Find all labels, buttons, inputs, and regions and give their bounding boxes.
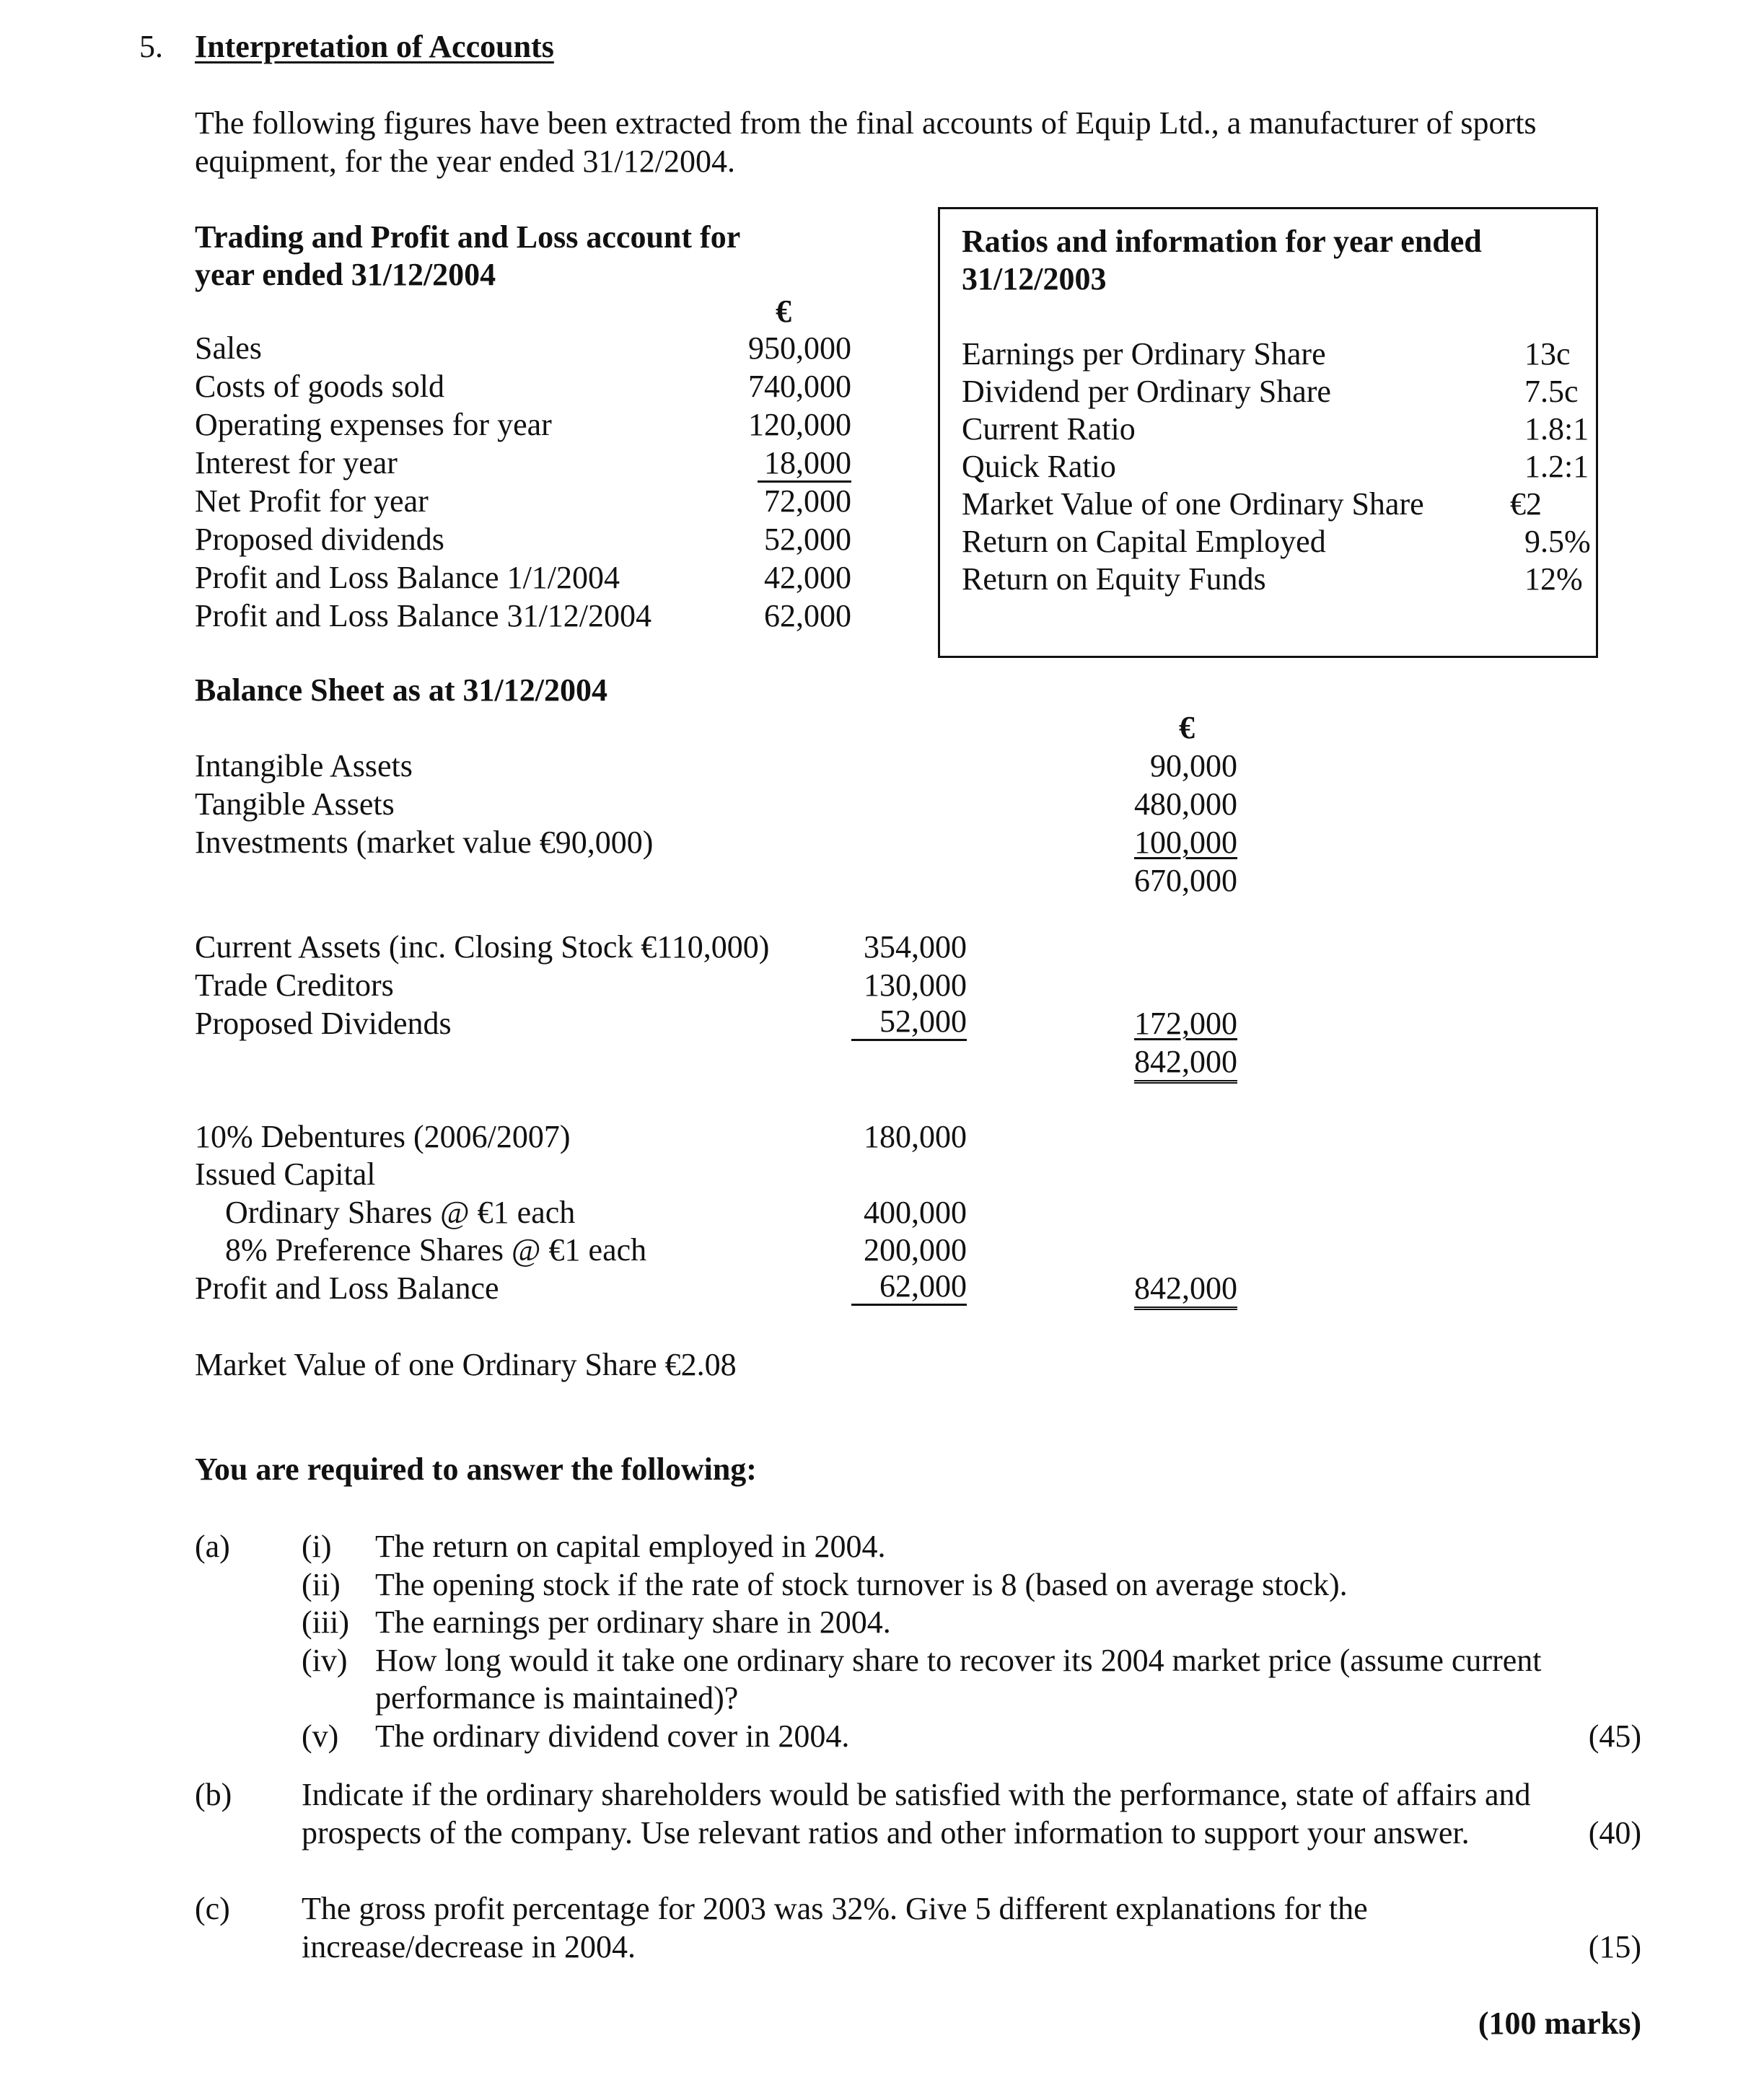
ratio-label: Earnings per Ordinary Share bbox=[962, 336, 1326, 372]
ratio-row bbox=[962, 410, 1589, 448]
row-label: Net Profit for year bbox=[195, 483, 429, 519]
ratio-row bbox=[962, 560, 1583, 598]
bs-amount: 480,000 bbox=[1134, 786, 1237, 822]
row-amount: 72,000 bbox=[764, 483, 851, 519]
table-row bbox=[195, 329, 851, 367]
ratios-2003-box bbox=[938, 207, 1598, 658]
ratio-value: 9.5% bbox=[1524, 524, 1591, 559]
ratios-title-2: 31/12/2003 bbox=[962, 261, 1107, 297]
intro-line-2: equipment, for the year ended 31/12/2004. bbox=[195, 144, 736, 179]
ratio-label: Market Value of one Ordinary Share bbox=[962, 486, 1424, 522]
question-sub-text: The opening stock if the rate of stock turnover is 8 (based on average stock). bbox=[375, 1567, 1348, 1602]
bs-amount: 130,000 bbox=[864, 967, 967, 1003]
bs-amount bbox=[1122, 823, 1237, 861]
question-b-line-2: prospects of the company. Use relevant ratios and other information to support your answer. bbox=[302, 1815, 1470, 1850]
net-total bbox=[1122, 1042, 1237, 1084]
question-b-line-1: Indicate if the ordinary shareholders would be satisfied with the performance, state of affairs and bbox=[302, 1777, 1531, 1812]
ratio-label: Return on Capital Employed bbox=[962, 524, 1326, 559]
question-sub-num: (iii) bbox=[302, 1604, 349, 1640]
bs-label: Intangible Assets bbox=[195, 748, 413, 783]
table-row bbox=[195, 558, 851, 597]
table-row bbox=[195, 444, 851, 482]
bs-amount: 62,000 bbox=[851, 1269, 967, 1306]
row-label: Interest for year bbox=[195, 445, 398, 480]
net-total-value: 842,000 bbox=[1134, 1045, 1237, 1084]
questions-heading: You are required to answer the following: bbox=[195, 1452, 757, 1487]
question-a-letter: (a) bbox=[195, 1529, 230, 1564]
question-sub-num: (ii) bbox=[302, 1567, 341, 1602]
ratio-label: Current Ratio bbox=[962, 411, 1136, 447]
question-sub-text: How long would it take one ordinary share to recover its 2004 market price (assume current bbox=[375, 1643, 1542, 1678]
ratio-row bbox=[962, 485, 1575, 523]
row-label: Profit and Loss Balance 31/12/2004 bbox=[195, 598, 652, 633]
question-sub-text: The ordinary dividend cover in 2004. bbox=[375, 1718, 850, 1754]
market-value-note: Market Value of one Ordinary Share €2.08 bbox=[195, 1347, 737, 1382]
bs-label: Investments (market value €90,000) bbox=[195, 825, 654, 860]
bs-amount: 354,000 bbox=[864, 929, 967, 965]
question-sub-num: (iv) bbox=[302, 1643, 348, 1678]
question-sub-num: (i) bbox=[302, 1529, 332, 1564]
ratio-value: 1.8:1 bbox=[1524, 411, 1589, 447]
marks-a: (45) bbox=[1588, 1718, 1641, 1754]
bs-label: 8% Preference Shares @ €1 each bbox=[225, 1232, 647, 1268]
row-label: Profit and Loss Balance 1/1/2004 bbox=[195, 560, 620, 595]
question-c-letter: (c) bbox=[195, 1891, 230, 1926]
balance-sheet-title: Balance Sheet as at 31/12/2004 bbox=[195, 672, 607, 708]
ratio-label: Quick Ratio bbox=[962, 449, 1116, 484]
row-label: Operating expenses for year bbox=[195, 407, 552, 442]
intro-line-1: The following figures have been extracted from the final accounts of Equip Ltd., a manufacturer of sports bbox=[195, 105, 1537, 141]
bs-label: Ordinary Shares @ €1 each bbox=[225, 1195, 576, 1230]
ratios-title-1: Ratios and information for year ended bbox=[962, 224, 1482, 259]
bs-amount: 52,000 bbox=[851, 1004, 967, 1041]
ratio-row bbox=[962, 335, 1575, 373]
total-marks: (100 marks) bbox=[1478, 2006, 1641, 2041]
bs-label: Issued Capital bbox=[195, 1156, 376, 1192]
question-b-letter: (b) bbox=[195, 1777, 232, 1812]
row-label: Sales bbox=[195, 330, 262, 366]
table-row bbox=[195, 367, 851, 405]
row-amount: 42,000 bbox=[764, 560, 851, 595]
table-row bbox=[195, 597, 851, 635]
table-row bbox=[195, 482, 851, 520]
row-amount: 950,000 bbox=[748, 330, 851, 366]
table-row bbox=[195, 520, 851, 558]
ratio-value: €2 bbox=[1510, 486, 1542, 522]
ratio-row bbox=[962, 372, 1579, 410]
bs-label: Current Assets (inc. Closing Stock €110,000) bbox=[195, 929, 770, 965]
ratio-label: Dividend per Ordinary Share bbox=[962, 374, 1331, 409]
working-capital bbox=[1122, 1004, 1237, 1042]
question-sub-num: (v) bbox=[302, 1718, 339, 1754]
ratio-value: 1.2:1 bbox=[1524, 449, 1589, 484]
table-row bbox=[195, 405, 851, 444]
ratio-value: 13c bbox=[1524, 336, 1571, 372]
row-amount: 52,000 bbox=[764, 522, 851, 557]
row-amount: 120,000 bbox=[748, 407, 851, 442]
question-sub-text: The earnings per ordinary share in 2004. bbox=[375, 1604, 891, 1640]
working-capital-value: 172,000 bbox=[1134, 1006, 1237, 1041]
row-amount: 740,000 bbox=[748, 369, 851, 404]
bs-amount: 180,000 bbox=[864, 1119, 967, 1154]
row-label: Costs of goods sold bbox=[195, 369, 444, 404]
trading-account-table bbox=[195, 329, 851, 635]
question-title: Interpretation of Accounts bbox=[195, 29, 554, 64]
financed-total-value: 842,000 bbox=[1134, 1272, 1237, 1310]
question-number: 5. bbox=[139, 29, 163, 64]
question-sub-text: The return on capital employed in 2004. bbox=[375, 1529, 886, 1564]
question-c-line-2: increase/decrease in 2004. bbox=[302, 1929, 636, 1964]
bs-label: Trade Creditors bbox=[195, 967, 394, 1003]
bs-amount-underlined: 100,000 bbox=[1134, 825, 1237, 860]
bs-label: Proposed Dividends bbox=[195, 1006, 452, 1041]
question-c-line-1: The gross profit percentage for 2003 was 32%. Give 5 different explanations for the bbox=[302, 1891, 1368, 1926]
question-sub-text-cont: performance is maintained)? bbox=[375, 1680, 739, 1716]
trading-currency: € bbox=[776, 294, 791, 329]
ratio-row bbox=[962, 522, 1591, 561]
bs-amount: 200,000 bbox=[864, 1232, 967, 1268]
fixed-assets-total: 670,000 bbox=[1134, 863, 1237, 898]
ratio-value: 12% bbox=[1524, 561, 1583, 597]
row-amount: 62,000 bbox=[764, 598, 851, 633]
row-label: Proposed dividends bbox=[195, 522, 444, 557]
bs-label: Tangible Assets bbox=[195, 786, 395, 822]
bs-label: 10% Debentures (2006/2007) bbox=[195, 1119, 571, 1154]
marks-b: (40) bbox=[1588, 1815, 1641, 1850]
bs-currency: € bbox=[1179, 710, 1195, 745]
trading-account-title-1: Trading and Profit and Loss account for bbox=[195, 219, 741, 255]
financed-total bbox=[1122, 1269, 1237, 1310]
row-amount: 18,000 bbox=[758, 446, 851, 483]
marks-c: (15) bbox=[1588, 1929, 1641, 1964]
bs-amount: 90,000 bbox=[1150, 748, 1237, 783]
ratio-label: Return on Equity Funds bbox=[962, 561, 1266, 597]
bs-amount: 400,000 bbox=[864, 1195, 967, 1230]
ratio-row bbox=[962, 447, 1589, 486]
trading-account-title-2: year ended 31/12/2004 bbox=[195, 257, 496, 292]
ratio-value: 7.5c bbox=[1524, 374, 1579, 409]
bs-label: Profit and Loss Balance bbox=[195, 1270, 499, 1306]
